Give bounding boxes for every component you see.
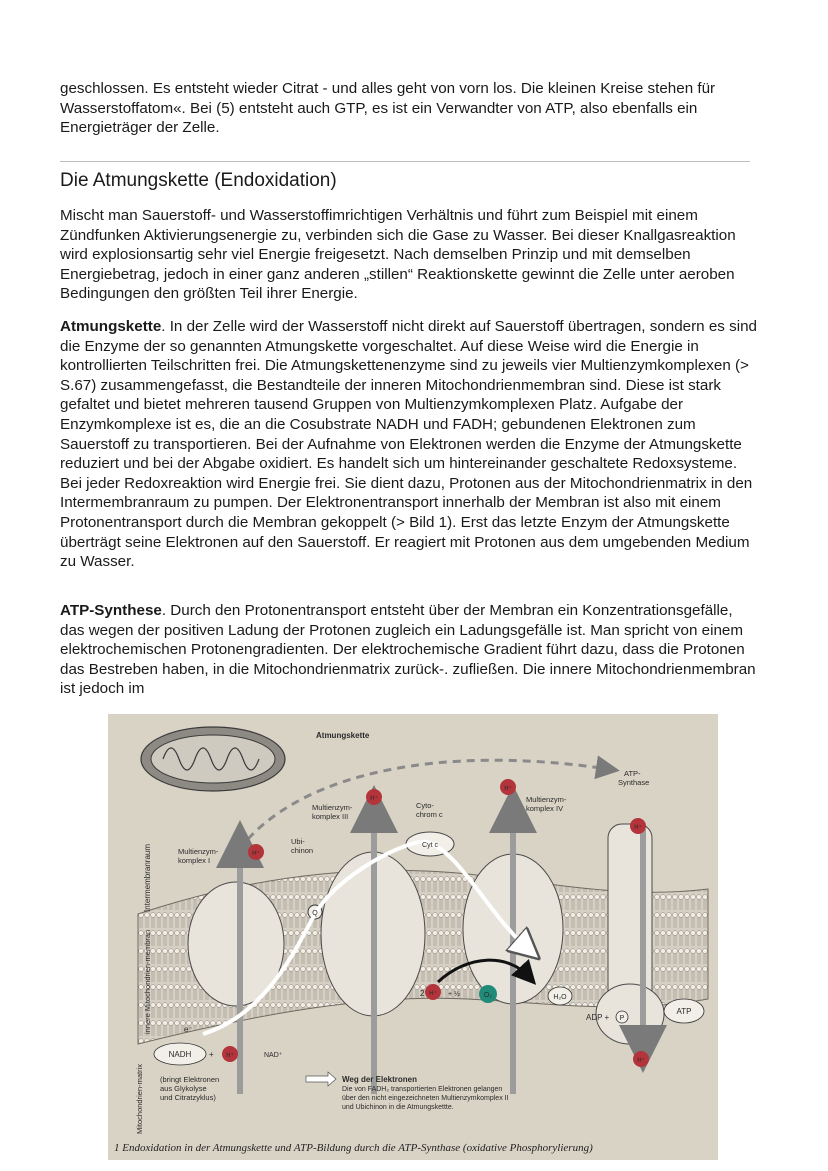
oxygen-label: O₂ [483, 992, 493, 999]
paragraph-2-lead: Atmungskette [60, 318, 162, 335]
proton-label-7: H⁺ [637, 1058, 645, 1064]
proton-label-1: H⁺ [252, 851, 260, 857]
figure-title: Atmungskette [316, 731, 370, 740]
complex-4-label-b: komplex IV [526, 804, 564, 813]
proton-label-2: H⁺ [370, 796, 378, 802]
complex-1-label-b: komplex I [178, 856, 211, 865]
electron-path-note-3: und Ubichinon in die Atmungskettte. [342, 1104, 454, 1111]
adp-label: ADP + [586, 1013, 610, 1022]
paragraph-knallgas [60, 206, 760, 304]
atp-synthase-label-a: ATP- [624, 769, 641, 778]
paragraph-atmungskette [60, 317, 760, 572]
figure-caption: 1 Endoxidation in der Atmungskette und ATP-Bildung durch die ATP-Synthase (oxidative Phosphorylierung) [114, 1142, 593, 1154]
complex-1-label-a: Multienzym- [178, 847, 219, 856]
section-heading: Die Atmungskette (Endoxidation) [60, 170, 337, 191]
section-divider [60, 161, 750, 162]
paragraph-2-text: . In der Zelle wird der Wasserstoff nicht direkt auf Sauerstoff übertragen, sondern es sind die Enzyme der so genannten Atmungskette vorgeschaltet. Auf diese Weise wird die Energie in kontrollierten Teilschritten frei. Die Atmungskettenenzyme sind zu jeweils vier Multienzymkomplexen (> S.67) zusammengefasst, die Bestandteile der inneren Mitochondrienmembran sind. Diese ist stark gefaltet und bietet mehreren tausend Gruppen von Multienzymkomplexen Platz. Aufgabe der Enzymkomplexe ist es, die an die Cosubstrate NADH und FADH; gebundenen Elektronen zum Sauerstoff zu transportieren. Bei der Aufnahme von Elektronen werden die Enzyme der Atmungskette reduziert und bei der Abgabe oxidiert. Es handelt sich um hintereinander geschaltete Redoxsysteme. Bei jeder Redoxreaktion wird Energie frei. Sie dient dazu, Protonen aus der Mitochondrienmatrix in den Intermembranraum zu pumpen. Der Elektronentransport innerhalb der Membran ist also mit einem Protonentransport durch die Membran gekoppelt (> Bild 1). Erst das letzte Enzym der Atmungskette überträgt seine Elektronen auf den Sauerstoff. Er reagiert mit Protonen aus dem umgebenden Medium zu Wasser. [60, 318, 757, 571]
nadh-plus: + [209, 1050, 214, 1059]
reaction-half: + ½ [448, 991, 460, 998]
cytochrom-label-b: chrom c [416, 810, 443, 819]
proton-label-5: H⁺ [429, 991, 437, 997]
ubichinon-label-a: Ubi- [291, 837, 305, 846]
water-label: H₂O [553, 994, 567, 1001]
paragraph-3-text: . Durch den Protonentransport entsteht über der Membran ein Konzentrationsgefälle, das wegen der positiven Ladung der Protonen zugleich ein Ladungsgefälle ist. Man spricht von einem elektrochemischen Protonengradienten. Der elektrochemische Gradient führt dazu, dass die Protonen das Bestreben haben, in die Mitochondrienmatrix zurück-. zufließen. Die innere Mitochondrienmembran ist jedoch im [60, 602, 756, 698]
complex-4-label-a: Multienzym- [526, 795, 567, 804]
intro-text: geschlossen. Es entsteht wieder Citrat - und alles geht von vorn los. Die kleinen Kreise stehen für Wasserstoffatom«. Bei (5) entsteht auch GTP, es ist ein Verwandter von ATP, also ebenfalls ein Energieträger der Zelle. [60, 80, 716, 137]
mitochondrion-illustration [141, 727, 285, 791]
electron-label: e⁻ [184, 1025, 193, 1034]
nadh-note-3: und Citratzyklus) [160, 1093, 216, 1102]
respiratory-chain-diagram [108, 714, 718, 1160]
nadh-note-2: aus Glykolyse [160, 1084, 207, 1093]
proton-label-3: H⁺ [504, 786, 512, 792]
paragraph-1-text: Mischt man Sauerstoff- und Wasserstoffimrichtigen Verhältnis und führt zum Beispiel mit einem Zündfunken Aktivierungsenergie zu, verbinden sich die Gase zu Wasser. Bei dieser Knallgasreaktion wird explosionsartig sehr viel Energie freigesetzt. Nach demselben Prinzip und mit demselben Energiebetrag, jedoch in einer ganz anderen „stillen“ Reaktionskette gewinnt die Zelle unter aeroben Bedingungen den größten Teil ihrer Energie. [60, 207, 736, 303]
matrix-label: Mitochondrien-matrix [135, 1063, 144, 1134]
cytochrom-label-a: Cyto- [416, 801, 434, 810]
complex-3-label-a: Multienzym- [312, 803, 353, 812]
intermembrane-label: Intermembranraum [143, 843, 152, 912]
phosphate-label: P [619, 1015, 625, 1022]
nadh-note-1: (bringt Elektronen [160, 1075, 220, 1084]
electron-path-note-1: Die von FADH₂ transportierten Elektronen gelangen [342, 1086, 503, 1093]
cyt-c-label: Cyt c [422, 842, 438, 849]
ubichinon-label-b: chinon [291, 846, 314, 855]
nadh-label: NADH [168, 1050, 192, 1059]
reaction-coefficient: 2 [420, 989, 425, 998]
q-label: Q [312, 910, 318, 917]
electron-path-title: Weg der Elektronen [342, 1075, 417, 1084]
paragraph-atp-synthese [60, 601, 760, 699]
inner-membrane-label: innere Mitochondrien-membran [143, 929, 152, 1034]
intro-paragraph [60, 79, 760, 138]
paragraph-3-lead: ATP-Synthese [60, 602, 162, 619]
proton-label-6: H⁺ [226, 1053, 234, 1059]
electron-path-note-2: über den nicht eingezeichneten Multienzymkomplex II [342, 1095, 509, 1102]
atp-synthase-label-b: Synthase [618, 778, 650, 787]
proton-label-4: H⁺ [634, 825, 642, 831]
nad-plus-label: NAD⁺ [264, 1052, 283, 1059]
respiratory-chain-figure [108, 714, 718, 1160]
complex-3-label-b: komplex III [312, 812, 349, 821]
atp-label: ATP [676, 1007, 692, 1016]
